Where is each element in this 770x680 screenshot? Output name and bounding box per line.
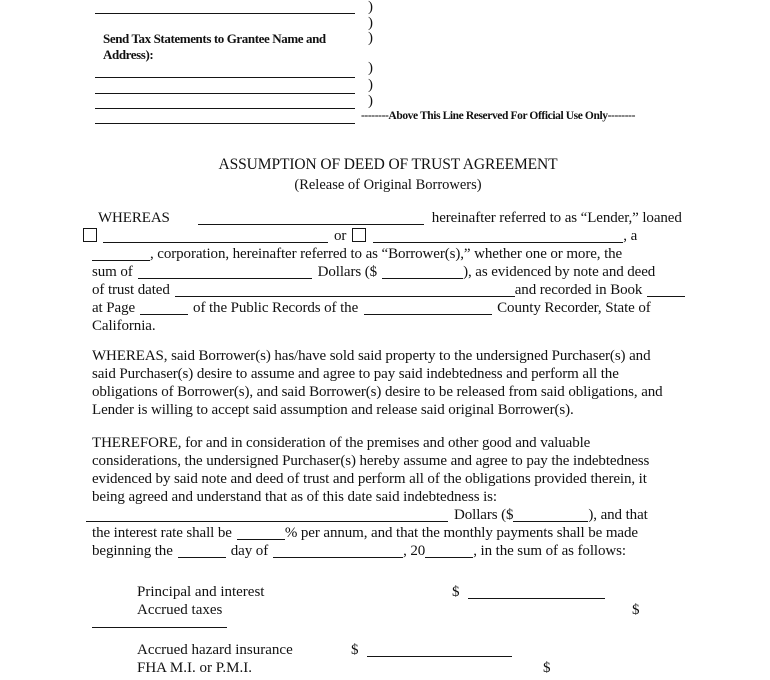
principal-interest-label: Principal and interest [137, 584, 265, 600]
amount-number-field[interactable] [382, 265, 463, 279]
blank-line[interactable] [95, 93, 355, 94]
california-text: California. [92, 318, 156, 334]
comma-a-text: , a [623, 228, 638, 244]
send-tax-line1: Send Tax Statements to Grantee Name and [103, 31, 326, 46]
paren-mark: ) [368, 0, 373, 15]
trust-date-line [92, 281, 712, 299]
interest-rate-line [92, 524, 712, 542]
page-records-line [92, 299, 712, 317]
interest-rate-text: the interest rate shall be [92, 525, 232, 541]
at-page-text: at Page [92, 300, 136, 316]
paragraph-line: WHEREAS, said Borrower(s) has/have sold said property to the undersigned Purchaser(s) and [92, 348, 651, 364]
whereas-word: WHEREAS [98, 210, 170, 226]
dollars-text: Dollars ($ [317, 264, 378, 280]
official-use-only-label: --------Above This Line Reserved For Official Use Only-------- [361, 110, 636, 122]
borrower-checkbox-1[interactable] [83, 228, 97, 242]
and-that-text: ), and that [588, 507, 648, 523]
public-records-text: of the Public Records of the [193, 300, 359, 316]
trust-date-field[interactable] [175, 283, 515, 297]
month-field[interactable] [273, 544, 403, 558]
hazard-insurance-amount [351, 642, 512, 659]
paragraph-line: Lender is willing to accept said assumption and release said original Borrower(s). [92, 402, 574, 418]
title-block [92, 156, 684, 194]
paragraph-line: said Purchaser(s) desire to assume and agree to pay said indebtedness and perform all the [92, 366, 619, 382]
page-number-field[interactable] [140, 301, 188, 315]
day-of-text: day of [230, 543, 269, 559]
dollar-sign: $ [351, 642, 359, 658]
dollar-sign: $ [452, 584, 460, 600]
send-tax-line2: Address): [103, 46, 154, 62]
lender-name-field[interactable] [198, 211, 424, 225]
paren-mark: ) [368, 60, 373, 76]
whereas-sold-paragraph [92, 347, 712, 419]
form-line [92, 209, 712, 227]
recorded-book-text: and recorded in Book [514, 282, 643, 298]
blank-line[interactable] [95, 108, 355, 109]
document-title: ASSUMPTION OF DEED OF TRUST AGREEMENT [218, 156, 558, 173]
dollar-sign: $ [632, 602, 640, 618]
borrower-checkbox-2[interactable] [352, 228, 366, 242]
blank-field[interactable] [92, 247, 150, 261]
sum-of-text: sum of [92, 264, 133, 280]
document-subtitle: (Release of Original Borrowers) [294, 177, 482, 193]
day-field[interactable] [178, 544, 226, 558]
book-number-field[interactable] [647, 283, 685, 297]
beginning-text: beginning the [92, 543, 173, 559]
principal-interest-field[interactable] [468, 585, 605, 599]
indebtedness-words-field[interactable] [86, 508, 448, 522]
trust-dated-text: of trust dated [92, 282, 170, 298]
paren-mark: ) [368, 93, 373, 109]
county-recorder-text: County Recorder, State of [497, 300, 651, 316]
blank-line[interactable] [95, 77, 355, 78]
lender-clause-text: hereinafter referred to as “Lender,” loaned [431, 210, 682, 226]
blank-line[interactable] [95, 123, 355, 124]
borrower-name-field-2[interactable] [373, 229, 623, 243]
corporation-text: , corporation, hereinafter referred to as “Borrower(s),” whether one or more, the [150, 246, 623, 262]
whereas-lender-clause [92, 209, 712, 335]
hazard-insurance-label: Accrued hazard insurance [137, 642, 293, 658]
indebtedness-number-field[interactable] [513, 508, 588, 522]
beginning-date-line [92, 542, 712, 560]
principal-interest-amount [452, 584, 605, 601]
year-field[interactable] [425, 544, 473, 558]
fha-mi-pmi-label: FHA M.I. or P.M.I. [137, 660, 253, 676]
blank-line[interactable] [92, 627, 227, 628]
borrower-checkbox-line [83, 227, 712, 245]
dollars-text: Dollars ($ [454, 507, 514, 523]
borrower-name-field-1[interactable] [103, 229, 328, 243]
blank-line[interactable] [95, 13, 355, 14]
paragraph-line: being agreed and understand that as of this date said indebtedness is: [92, 489, 497, 505]
paren-mark: ) [368, 15, 373, 31]
payment-schedule [92, 584, 732, 680]
county-name-field[interactable] [364, 301, 492, 315]
dollar-sign: $ [543, 660, 551, 676]
hazard-insurance-field[interactable] [367, 643, 512, 657]
paren-mark: ) [368, 30, 373, 46]
interest-rate-field[interactable] [237, 526, 285, 540]
corporation-line [92, 245, 712, 263]
california-line [92, 317, 712, 335]
indebtedness-amount-line [92, 506, 712, 524]
send-tax-statements-label [103, 31, 326, 62]
paragraph-line: evidenced by said note and deed of trust and perform all of the obligations provided therein, it [92, 471, 647, 487]
amount-words-field[interactable] [138, 265, 312, 279]
per-annum-text: % per annum, and that the monthly payments shall be made [284, 525, 638, 541]
accrued-taxes-label: Accrued taxes [137, 602, 223, 618]
paren-mark: ) [368, 77, 373, 93]
paragraph-line: obligations of Borrower(s), and said Borrower(s) desire to be released from said obligations, and [92, 384, 663, 400]
paragraph-line: THEREFORE, for and in consideration of the premises and other good and valuable [92, 435, 591, 451]
fha-mi-pmi-amount [543, 660, 551, 677]
accrued-taxes-amount [632, 602, 640, 619]
year-prefix-text: , 20 [403, 543, 426, 559]
evidenced-text: ), as evidenced by note and deed [463, 264, 656, 280]
paragraph-line: considerations, the undersigned Purchaser(s) hereby assume and agree to pay the indebtedness [92, 453, 650, 469]
sum-follows-text: , in the sum of as follows: [473, 543, 626, 559]
therefore-paragraph [92, 434, 712, 560]
sum-line [92, 263, 712, 281]
or-text: or [334, 228, 347, 244]
